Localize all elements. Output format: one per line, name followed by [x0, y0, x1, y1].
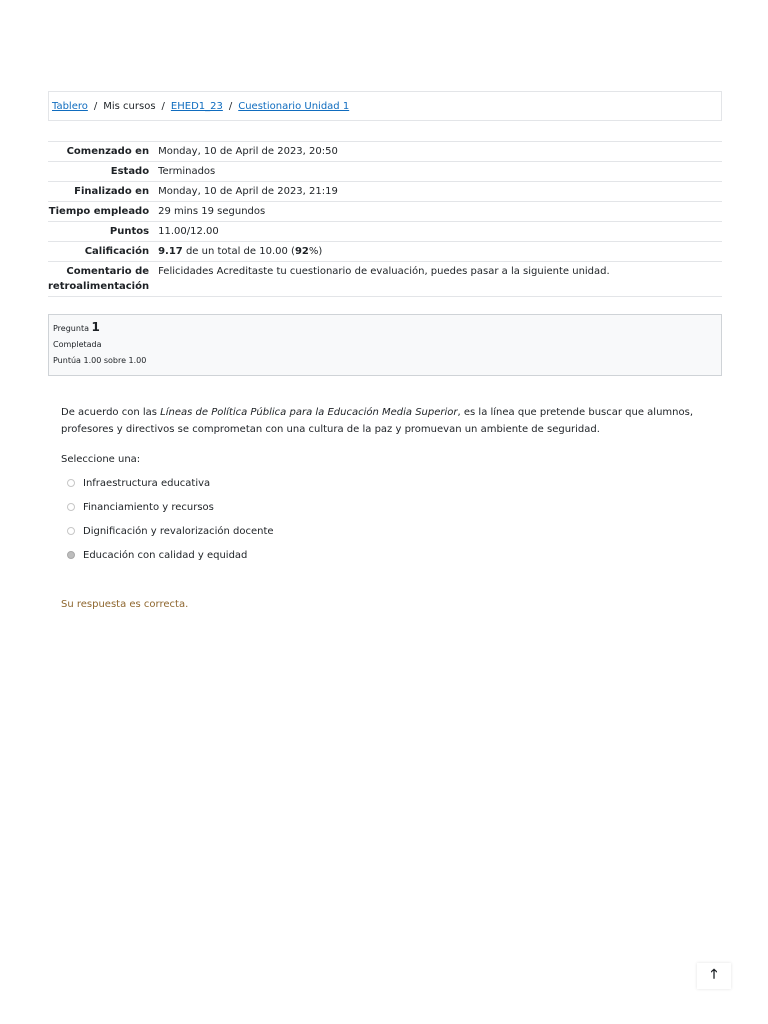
breadcrumb-link-course[interactable]: EHED1_23 — [170, 100, 223, 112]
summary-label: Finalizado en — [74, 186, 150, 197]
question-text-emphasis: Líneas de Política Pública para la Educación Media Superior — [160, 407, 458, 418]
radio-button[interactable] — [67, 527, 75, 535]
summary-label: Estado — [110, 166, 150, 177]
answer-option[interactable] — [67, 519, 274, 543]
question-number-value: 1 — [91, 320, 100, 334]
arrow-up-icon: 🡑 — [710, 967, 718, 982]
radio-button[interactable] — [67, 479, 75, 487]
answer-option-selected[interactable] — [67, 543, 274, 567]
answer-prompt: Seleccione una: — [61, 454, 141, 465]
summary-value — [154, 242, 722, 262]
question-text-part: De acuerdo con las — [61, 407, 161, 418]
summary-row-finished — [48, 182, 722, 202]
summary-value: Terminados — [158, 166, 216, 177]
summary-row-feedback — [48, 262, 722, 297]
question-state: Completada — [53, 340, 102, 349]
summary-value: 11.00/12.00 — [158, 226, 219, 237]
breadcrumb-link-quiz[interactable]: Cuestionario Unidad 1 — [238, 100, 350, 112]
radio-button[interactable] — [67, 503, 75, 511]
breadcrumb-link-tablero[interactable]: Tablero — [52, 100, 88, 112]
breadcrumb-separator: / — [161, 100, 165, 112]
summary-row-grade — [48, 242, 722, 262]
summary-label: Calificación — [84, 246, 150, 257]
grade-total-text: de un total de 10.00 ( — [182, 246, 295, 257]
answer-option-label: Educación con calidad y equidad — [83, 549, 248, 561]
summary-value: Monday, 10 de April de 2023, 20:50 — [158, 146, 338, 157]
quiz-summary-table — [48, 141, 722, 297]
answer-option[interactable] — [67, 495, 274, 519]
summary-value: 29 mins 19 segundos — [158, 206, 266, 217]
question-info-box — [48, 314, 722, 376]
breadcrumb-separator: / — [93, 100, 98, 112]
question-text-part: , es la línea que pretende buscar que alumnos, profesores y directivos se comprometan con una cultura de la paz y promuevan un ambiente de seguridad. — [61, 407, 694, 435]
summary-label: Tiempo empleado — [48, 206, 150, 217]
breadcrumb-separator: / — [228, 100, 233, 112]
grade-percent: 92 — [294, 246, 309, 257]
answer-option-label: Infraestructura educativa — [83, 477, 211, 489]
grade-percent-suffix: %) — [308, 246, 323, 257]
summary-value: Monday, 10 de April de 2023, 21:19 — [158, 186, 338, 197]
summary-row-time-taken — [48, 202, 722, 222]
summary-label: Puntos — [109, 226, 150, 237]
radio-button-checked[interactable] — [67, 551, 75, 559]
summary-row-points — [48, 222, 722, 242]
question-text — [61, 404, 711, 438]
breadcrumb — [48, 91, 722, 121]
question-grade: Puntúa 1.00 sobre 1.00 — [53, 356, 147, 365]
answer-option[interactable] — [67, 471, 274, 495]
answer-option-label: Dignificación y revalorización docente — [83, 525, 274, 537]
back-to-top-button[interactable] — [697, 963, 731, 989]
summary-row-state — [48, 162, 722, 182]
answer-options — [67, 471, 274, 567]
grade-value: 9.17 — [158, 246, 183, 257]
summary-label: Comenzado en — [66, 146, 150, 157]
breadcrumb-item-mis-cursos: Mis cursos — [103, 100, 156, 112]
summary-row-started — [48, 142, 722, 162]
summary-label: Comentario de retroalimentación — [48, 266, 150, 292]
summary-value: Felicidades Acreditaste tu cuestionario de evaluación, puedes pasar a la siguiente unidad. — [158, 266, 610, 277]
answer-feedback: Su respuesta es correcta. — [61, 599, 189, 610]
question-label: Pregunta — [53, 324, 89, 333]
question-number — [53, 319, 721, 337]
answer-option-label: Financiamiento y recursos — [83, 501, 214, 513]
